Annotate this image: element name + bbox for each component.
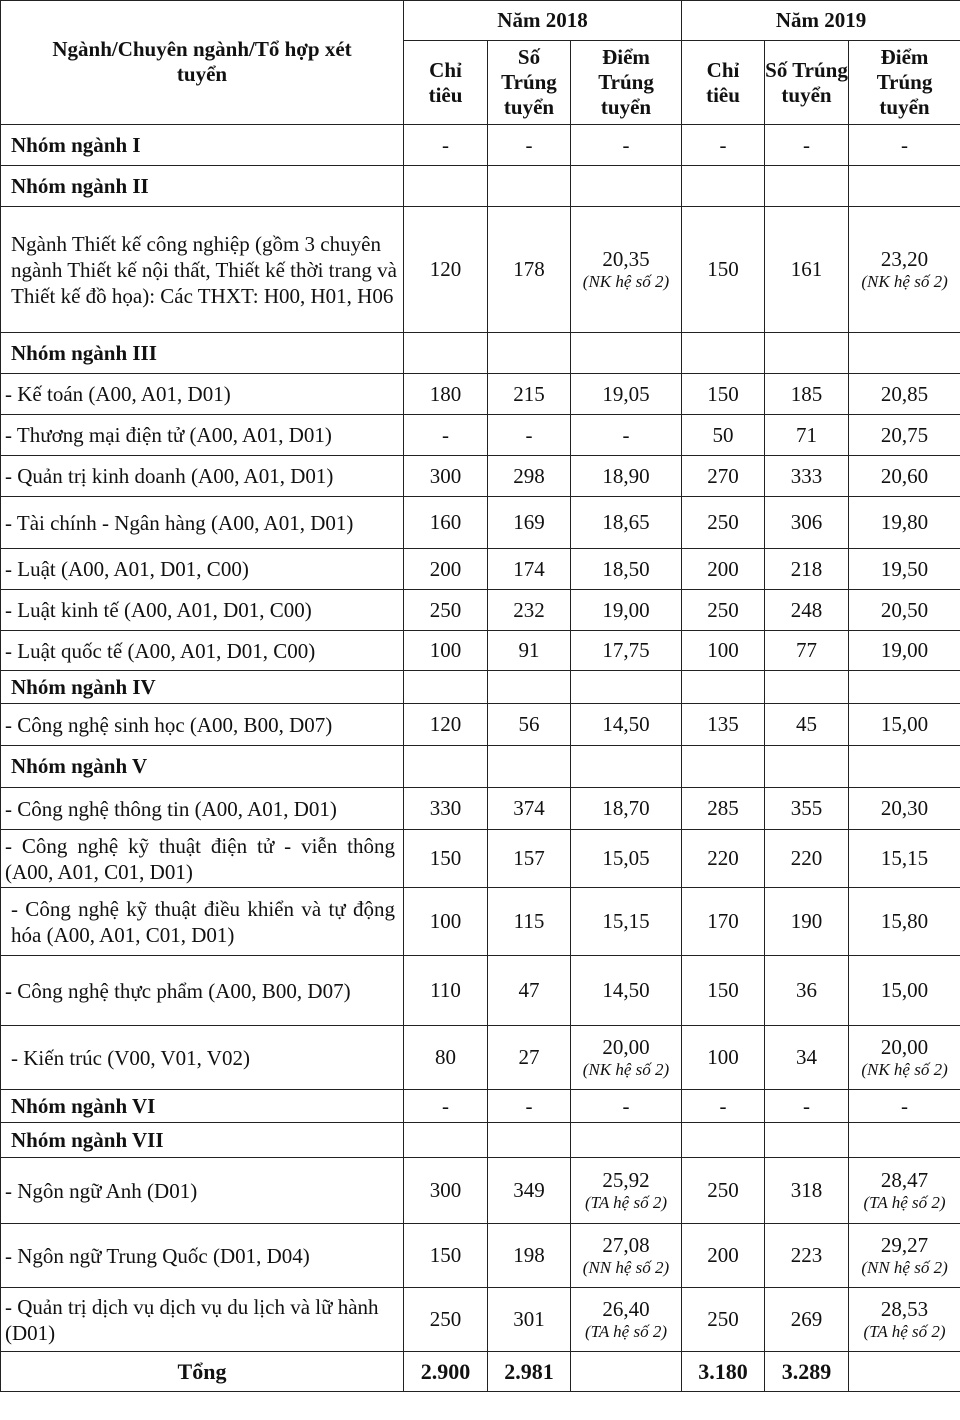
major-name: - Kiến trúc (V00, V01, V02) — [1, 1026, 404, 1090]
cell-admitted-2018 — [488, 671, 571, 704]
total-row — [1, 1352, 960, 1392]
header-quota-2018: Chỉ tiêu — [404, 41, 488, 125]
cell-score-2019: 15,80 — [849, 888, 960, 956]
group-name: Nhóm ngành I — [1, 125, 404, 166]
cell-admitted-2019: 220 — [765, 830, 849, 888]
total-score-2018 — [571, 1352, 682, 1392]
total-quota-2019: 3.180 — [682, 1352, 765, 1392]
total-score-2019 — [849, 1352, 960, 1392]
score-note: (NK hệ số 2) — [582, 271, 670, 291]
cell-score-2019: - — [849, 125, 960, 166]
cell-admitted-2018: 298 — [488, 456, 571, 497]
cell-quota-2018 — [404, 333, 488, 374]
major-name: - Thương mại điện tử (A00, A01, D01) — [1, 415, 404, 456]
table-row — [1, 1288, 960, 1352]
cell-score-2018: 18,90 — [571, 456, 682, 497]
major-name: - Luật (A00, A01, D01, C00) — [1, 549, 404, 590]
score-value: 29,27 — [880, 1232, 929, 1257]
cell-quota-2018: 300 — [404, 456, 488, 497]
header-year-2019: Năm 2019 — [682, 1, 960, 41]
cell-quota-2019: 150 — [682, 207, 765, 333]
group-row — [1, 1123, 960, 1158]
cell-admitted-2019: 355 — [765, 788, 849, 830]
cell-score-2019: 15,00 — [849, 704, 960, 746]
cell-quota-2019: 220 — [682, 830, 765, 888]
cell-quota-2019: 250 — [682, 497, 765, 549]
cell-score-2019: 19,50 — [849, 549, 960, 590]
header-quota-2019: Chỉ tiêu — [682, 41, 765, 125]
group-row — [1, 166, 960, 207]
major-name: - Ngôn ngữ Anh (D01) — [1, 1158, 404, 1224]
cell-score-2019 — [849, 1123, 960, 1158]
cell-admitted-2018: 157 — [488, 830, 571, 888]
cell-score-2019: 19,00 — [849, 631, 960, 671]
cell-quota-2019: 250 — [682, 590, 765, 631]
cell-admitted-2018: 232 — [488, 590, 571, 631]
cell-admitted-2019: 248 — [765, 590, 849, 631]
cell-quota-2018: 120 — [404, 207, 488, 333]
cell-quota-2019 — [682, 746, 765, 788]
cell-quota-2018: 250 — [404, 1288, 488, 1352]
cell-admitted-2019: 185 — [765, 374, 849, 415]
major-name: Ngành Thiết kế công nghiệp (gồm 3 chuyên ngành Thiết kế nội thất, Thiết kế thời trang và Thiết kế đồ họa): Các THXT: H00, H01, H06 — [1, 207, 404, 333]
cell-quota-2018: 100 — [404, 888, 488, 956]
cell-quota-2018 — [404, 671, 488, 704]
header-admitted-2019: Số Trúng tuyển — [765, 41, 849, 125]
major-name: - Công nghệ kỹ thuật điều khiển và tự động hóa (A00, A01, C01, D01) — [1, 888, 404, 956]
cell-score-2018: 14,50 — [571, 956, 682, 1026]
group-row — [1, 671, 960, 704]
table-row — [1, 1224, 960, 1288]
cell-admitted-2019: - — [765, 1090, 849, 1123]
cell-score-2019: 19,80 — [849, 497, 960, 549]
cell-score-2019 — [849, 671, 960, 704]
cell-quota-2019: 200 — [682, 1224, 765, 1288]
cell-admitted-2018 — [488, 333, 571, 374]
score-note: (NK hệ số 2) — [582, 1059, 670, 1079]
total-label: Tổng — [1, 1352, 404, 1392]
major-name: - Luật kinh tế (A00, A01, D01, C00) — [1, 590, 404, 631]
score-note: (NK hệ số 2) — [861, 271, 948, 291]
cell-score-2018 — [571, 1123, 682, 1158]
cell-admitted-2019: 223 — [765, 1224, 849, 1288]
cell-quota-2018: 110 — [404, 956, 488, 1026]
cell-score-2019 — [849, 1158, 960, 1224]
cell-admitted-2019: 36 — [765, 956, 849, 1026]
table-row — [1, 497, 960, 549]
cell-quota-2019: - — [682, 125, 765, 166]
cell-score-2019: 20,60 — [849, 456, 960, 497]
cell-quota-2018 — [404, 166, 488, 207]
major-name: - Công nghệ thông tin (A00, A01, D01) — [1, 788, 404, 830]
cell-quota-2019: 135 — [682, 704, 765, 746]
cell-admitted-2018: - — [488, 1090, 571, 1123]
cell-admitted-2018: 215 — [488, 374, 571, 415]
cell-admitted-2018: 374 — [488, 788, 571, 830]
table-row — [1, 830, 960, 888]
major-name: - Tài chính - Ngân hàng (A00, A01, D01) — [1, 497, 404, 549]
cell-score-2018 — [571, 1026, 682, 1090]
cell-score-2019 — [849, 1224, 960, 1288]
score-note: (NK hệ số 2) — [861, 1059, 948, 1079]
score-note: (TA hệ số 2) — [863, 1192, 946, 1212]
cell-admitted-2019 — [765, 671, 849, 704]
total-admitted-2018: 2.981 — [488, 1352, 571, 1392]
table-row — [1, 631, 960, 671]
cell-score-2018 — [571, 746, 682, 788]
cell-admitted-2018: 91 — [488, 631, 571, 671]
table-row — [1, 704, 960, 746]
table-row — [1, 456, 960, 497]
cell-quota-2019: 170 — [682, 888, 765, 956]
cell-score-2018 — [571, 1224, 682, 1288]
cell-admitted-2019: - — [765, 125, 849, 166]
cell-admitted-2019 — [765, 1123, 849, 1158]
cell-admitted-2019: 71 — [765, 415, 849, 456]
cell-quota-2019: 100 — [682, 1026, 765, 1090]
cell-quota-2018: 150 — [404, 830, 488, 888]
cell-admitted-2018: 47 — [488, 956, 571, 1026]
cell-score-2019: 20,30 — [849, 788, 960, 830]
major-name: - Quản trị kinh doanh (A00, A01, D01) — [1, 456, 404, 497]
cell-score-2018 — [571, 671, 682, 704]
header-score-2019: Điểm Trúng tuyển — [849, 41, 960, 125]
cell-admitted-2018: 174 — [488, 549, 571, 590]
table-row — [1, 888, 960, 956]
group-row — [1, 746, 960, 788]
cell-admitted-2019: 306 — [765, 497, 849, 549]
score-note: (TA hệ số 2) — [585, 1192, 668, 1212]
group-name: Nhóm ngành VII — [1, 1123, 404, 1158]
cell-admitted-2018: 349 — [488, 1158, 571, 1224]
cell-admitted-2018: 301 — [488, 1288, 571, 1352]
cell-score-2018 — [571, 166, 682, 207]
cell-quota-2019: 270 — [682, 456, 765, 497]
cell-admitted-2019: 269 — [765, 1288, 849, 1352]
group-name: Nhóm ngành IV — [1, 671, 404, 704]
cell-score-2018: - — [571, 1090, 682, 1123]
table-body — [1, 125, 960, 1352]
cell-admitted-2018 — [488, 746, 571, 788]
table-row — [1, 590, 960, 631]
cell-admitted-2018 — [488, 1123, 571, 1158]
table-row — [1, 207, 960, 333]
cell-quota-2018 — [404, 746, 488, 788]
cell-score-2019 — [849, 207, 960, 333]
cell-quota-2019 — [682, 671, 765, 704]
cell-admitted-2018: 27 — [488, 1026, 571, 1090]
cell-admitted-2019 — [765, 746, 849, 788]
score-value: 27,08 — [602, 1232, 650, 1257]
cell-quota-2018: 160 — [404, 497, 488, 549]
cell-score-2019 — [849, 166, 960, 207]
table-row — [1, 788, 960, 830]
cell-score-2019 — [849, 1288, 960, 1352]
header-year-2018: Năm 2018 — [404, 1, 682, 41]
cell-score-2018 — [571, 1158, 682, 1224]
group-row — [1, 333, 960, 374]
group-name: Nhóm ngành V — [1, 746, 404, 788]
cell-score-2018: 18,65 — [571, 497, 682, 549]
cell-score-2019: 20,85 — [849, 374, 960, 415]
cell-score-2019: 15,15 — [849, 830, 960, 888]
cell-admitted-2019: 190 — [765, 888, 849, 956]
score-value: 20,35 — [602, 246, 650, 271]
table-row — [1, 549, 960, 590]
cell-quota-2018: - — [404, 415, 488, 456]
cell-quota-2019: - — [682, 1090, 765, 1123]
cell-quota-2018: 180 — [404, 374, 488, 415]
cell-admitted-2018: - — [488, 415, 571, 456]
cell-quota-2018: 100 — [404, 631, 488, 671]
table-row — [1, 1026, 960, 1090]
score-value: 26,40 — [602, 1296, 650, 1321]
cell-score-2018 — [571, 207, 682, 333]
cell-score-2019 — [849, 746, 960, 788]
cell-quota-2018 — [404, 1123, 488, 1158]
cell-score-2018: 14,50 — [571, 704, 682, 746]
cell-score-2018: 17,75 — [571, 631, 682, 671]
cell-score-2018: 15,15 — [571, 888, 682, 956]
group-name: Nhóm ngành II — [1, 166, 404, 207]
score-note: (TA hệ số 2) — [863, 1321, 946, 1341]
cell-quota-2018: 250 — [404, 590, 488, 631]
cell-quota-2019 — [682, 333, 765, 374]
cell-quota-2018: 330 — [404, 788, 488, 830]
group-name: Nhóm ngành III — [1, 333, 404, 374]
group-row — [1, 1090, 960, 1123]
cell-quota-2019: 250 — [682, 1158, 765, 1224]
cell-quota-2019 — [682, 1123, 765, 1158]
cell-quota-2018: - — [404, 125, 488, 166]
cell-quota-2019: 150 — [682, 956, 765, 1026]
cell-admitted-2018 — [488, 166, 571, 207]
cell-score-2018: 19,05 — [571, 374, 682, 415]
cell-admitted-2019 — [765, 166, 849, 207]
cell-quota-2019 — [682, 166, 765, 207]
cell-quota-2019: 50 — [682, 415, 765, 456]
cell-admitted-2019 — [765, 333, 849, 374]
score-note: (NN hệ số 2) — [861, 1257, 948, 1277]
cell-admitted-2018: 56 — [488, 704, 571, 746]
header-admitted-2018: Số Trúng tuyển — [488, 41, 571, 125]
cell-score-2019: 20,50 — [849, 590, 960, 631]
score-value: 25,92 — [602, 1167, 650, 1192]
major-name: - Công nghệ thực phẩm (A00, B00, D07) — [1, 956, 404, 1026]
major-name: - Luật quốc tế (A00, A01, D01, C00) — [1, 631, 404, 671]
cell-quota-2018: 120 — [404, 704, 488, 746]
cell-admitted-2019: 161 — [765, 207, 849, 333]
cell-admitted-2019: 318 — [765, 1158, 849, 1224]
score-value: 28,47 — [880, 1167, 929, 1192]
cell-score-2018: 19,00 — [571, 590, 682, 631]
cell-score-2018: 15,05 — [571, 830, 682, 888]
cell-quota-2018: 150 — [404, 1224, 488, 1288]
cell-score-2018: 18,70 — [571, 788, 682, 830]
cell-score-2018 — [571, 333, 682, 374]
header-major: Ngành/Chuyên ngành/Tổ hợp xét tuyển — [1, 1, 404, 125]
cell-score-2019 — [849, 1026, 960, 1090]
score-value: 28,53 — [880, 1296, 929, 1321]
table-row — [1, 1158, 960, 1224]
cell-admitted-2019: 77 — [765, 631, 849, 671]
cell-admitted-2019: 34 — [765, 1026, 849, 1090]
cell-score-2019: - — [849, 1090, 960, 1123]
score-value: 23,20 — [880, 246, 929, 271]
cell-quota-2018: - — [404, 1090, 488, 1123]
cell-admitted-2018: - — [488, 125, 571, 166]
cell-admitted-2018: 198 — [488, 1224, 571, 1288]
score-note: (TA hệ số 2) — [585, 1321, 668, 1341]
major-name: - Công nghệ sinh học (A00, B00, D07) — [1, 704, 404, 746]
cell-admitted-2018: 178 — [488, 207, 571, 333]
cell-quota-2019: 285 — [682, 788, 765, 830]
table-row — [1, 956, 960, 1026]
cell-quota-2018: 80 — [404, 1026, 488, 1090]
cell-quota-2019: 250 — [682, 1288, 765, 1352]
major-name: - Kế toán (A00, A01, D01) — [1, 374, 404, 415]
cell-quota-2019: 150 — [682, 374, 765, 415]
cell-admitted-2018: 169 — [488, 497, 571, 549]
cell-admitted-2018: 115 — [488, 888, 571, 956]
cell-quota-2019: 100 — [682, 631, 765, 671]
group-row — [1, 125, 960, 166]
cell-score-2019: 15,00 — [849, 956, 960, 1026]
cell-admitted-2019: 45 — [765, 704, 849, 746]
score-note: (NN hệ số 2) — [582, 1257, 670, 1277]
cell-score-2018: - — [571, 415, 682, 456]
table-row — [1, 374, 960, 415]
header-score-2018: Điểm Trúng tuyển — [571, 41, 682, 125]
cell-score-2018 — [571, 1288, 682, 1352]
major-name: - Ngôn ngữ Trung Quốc (D01, D04) — [1, 1224, 404, 1288]
major-name: - Quản trị dịch vụ dịch vụ du lịch và lữ hành (D01) — [1, 1288, 404, 1352]
major-name: - Công nghệ kỹ thuật điện tử - viễn thông (A00, A01, C01, D01) — [1, 830, 404, 888]
cell-score-2018: - — [571, 125, 682, 166]
cell-admitted-2019: 218 — [765, 549, 849, 590]
cell-score-2018: 18,50 — [571, 549, 682, 590]
group-name: Nhóm ngành VI — [1, 1090, 404, 1123]
cell-score-2019: 20,75 — [849, 415, 960, 456]
cell-quota-2018: 200 — [404, 549, 488, 590]
cell-score-2019 — [849, 333, 960, 374]
score-value: 20,00 — [880, 1034, 929, 1059]
score-value: 20,00 — [602, 1034, 650, 1059]
table-row — [1, 415, 960, 456]
cell-quota-2018: 300 — [404, 1158, 488, 1224]
total-quota-2018: 2.900 — [404, 1352, 488, 1392]
cell-quota-2019: 200 — [682, 549, 765, 590]
cell-admitted-2019: 333 — [765, 456, 849, 497]
total-admitted-2019: 3.289 — [765, 1352, 849, 1392]
